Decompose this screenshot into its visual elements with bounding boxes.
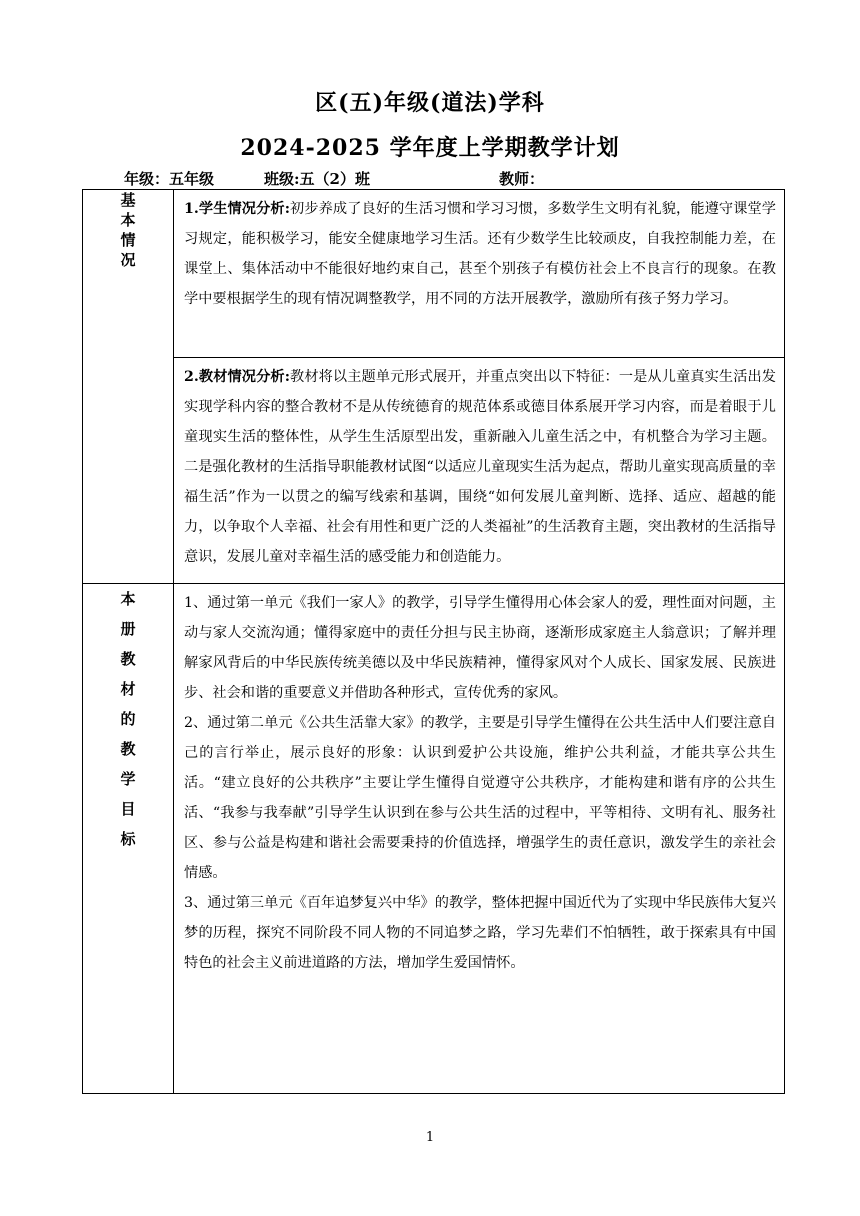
table-row (83, 190, 785, 358)
student-analysis-text: 初步养成了良好的生活习惯和学习习惯，多数学生文明有礼貌，能遵守课堂学习规定，能积极学习，能安全健康地学习生活。还有少数学生比较顽皮，自我控制能力差，在课堂上、集体活动中不能很好地约束自己，甚至个别孩子有模仿社会上不良言行的现象。在教学中要根据学生的现有情况调整教学，用不同的方法开展教学，激励所有孩子努力学习。 (184, 201, 776, 307)
section-label-goals (83, 584, 174, 1094)
goal-paragraph: 2、通过第二单元《公共生活靠大家》的教学，主要是引导学生懂得在公共生活中人们要注意自己的言行举止，展示良好的形象：认识到爱护公共设施，维护公共利益，才能共享公共生活。“建立良好的公共秩序”主要让学生懂得自觉遵守公共秩序，才能构建和谐有序的公共生活、“我参与我奉献”引导学生认识到在参与公共生活的过程中，平等相待、文明有礼、服务社区、参与公益是构建和谐社会需要秉持的价值选择，增强学生的责任意识，激发学生的亲社会情感。 (184, 715, 776, 881)
goal-paragraph: 1、通过第一单元《我们一家人》的教学，引导学生懂得用心体会家人的爱，理性面对问题，主动与家人交流沟通；懂得家庭中的责任分担与民主协商，逐渐形成家庭主人翁意识；了解并理解家风背后的中华民族传统美德以及中华民族精神，懂得家风对个人成长、国家发展、民族进步、社会和谐的重要意义并借助各种形式，宣传优秀的家风。 (184, 595, 776, 701)
textbook-analysis-heading: 2.教材情况分析: (184, 369, 290, 385)
teaching-goals-cell (174, 584, 785, 1094)
grade-label: 年级：五年级 (124, 170, 215, 188)
plan-table (82, 189, 785, 1094)
textbook-analysis-cell (174, 358, 785, 584)
teaching-goals-label: 本册教材的教学目标 (120, 590, 136, 848)
document-subtitle: 2024-2025 学年度上学期教学计划 (240, 135, 620, 161)
goal-paragraph: 3、通过第三单元《百年追梦复兴中华》的教学，整体把握中国近代为了实现中华民族伟大复兴梦的历程，探究不同阶段不同人物的不同追梦之路，学习先辈们不怕牺牲，敢于探索具有中国特色的社会主义前进道路的方法，增加学生爱国情怀。 (184, 895, 776, 971)
class-label: 班级:五（2）班 (264, 170, 370, 188)
teacher-label: 教师： (499, 170, 545, 188)
basic-situation-label: 基本情况 (120, 191, 136, 269)
info-line (124, 169, 780, 189)
table-row (83, 358, 785, 584)
student-analysis-cell (174, 190, 785, 358)
textbook-analysis-text: 教材将以主题单元形式展开，并重点突出以下特征：一是从儿童真实生活出发实现学科内容的整合教材不是从传统德育的规范体系或德目体系展开学习内容，而是着眼于儿童现实生活的整体性，从学生生活原型出发，重新融入儿童生活之中，有机整合为学习主题。二是强化教材的生活指导职能教材试图“以适应儿童现实生活为起点，帮助儿童实现高质量的幸福生活”作为一以贯之的编写线索和基调，围绕“如何发展儿童判断、选择、适应、超越的能力，以争取个人幸福、社会有用性和更广泛的人类福祉”的生活教育主题，突出教材的生活指导意识，发展儿童对幸福生活的感受能力和创造能力。 (184, 369, 776, 565)
student-analysis-heading: 1.学生情况分析: (184, 201, 290, 217)
document-title: 区(五)年级(道法)学科 (315, 90, 545, 116)
table-row (83, 584, 785, 1094)
section-label-basic (83, 190, 174, 584)
page-number: 1 (425, 1130, 435, 1145)
